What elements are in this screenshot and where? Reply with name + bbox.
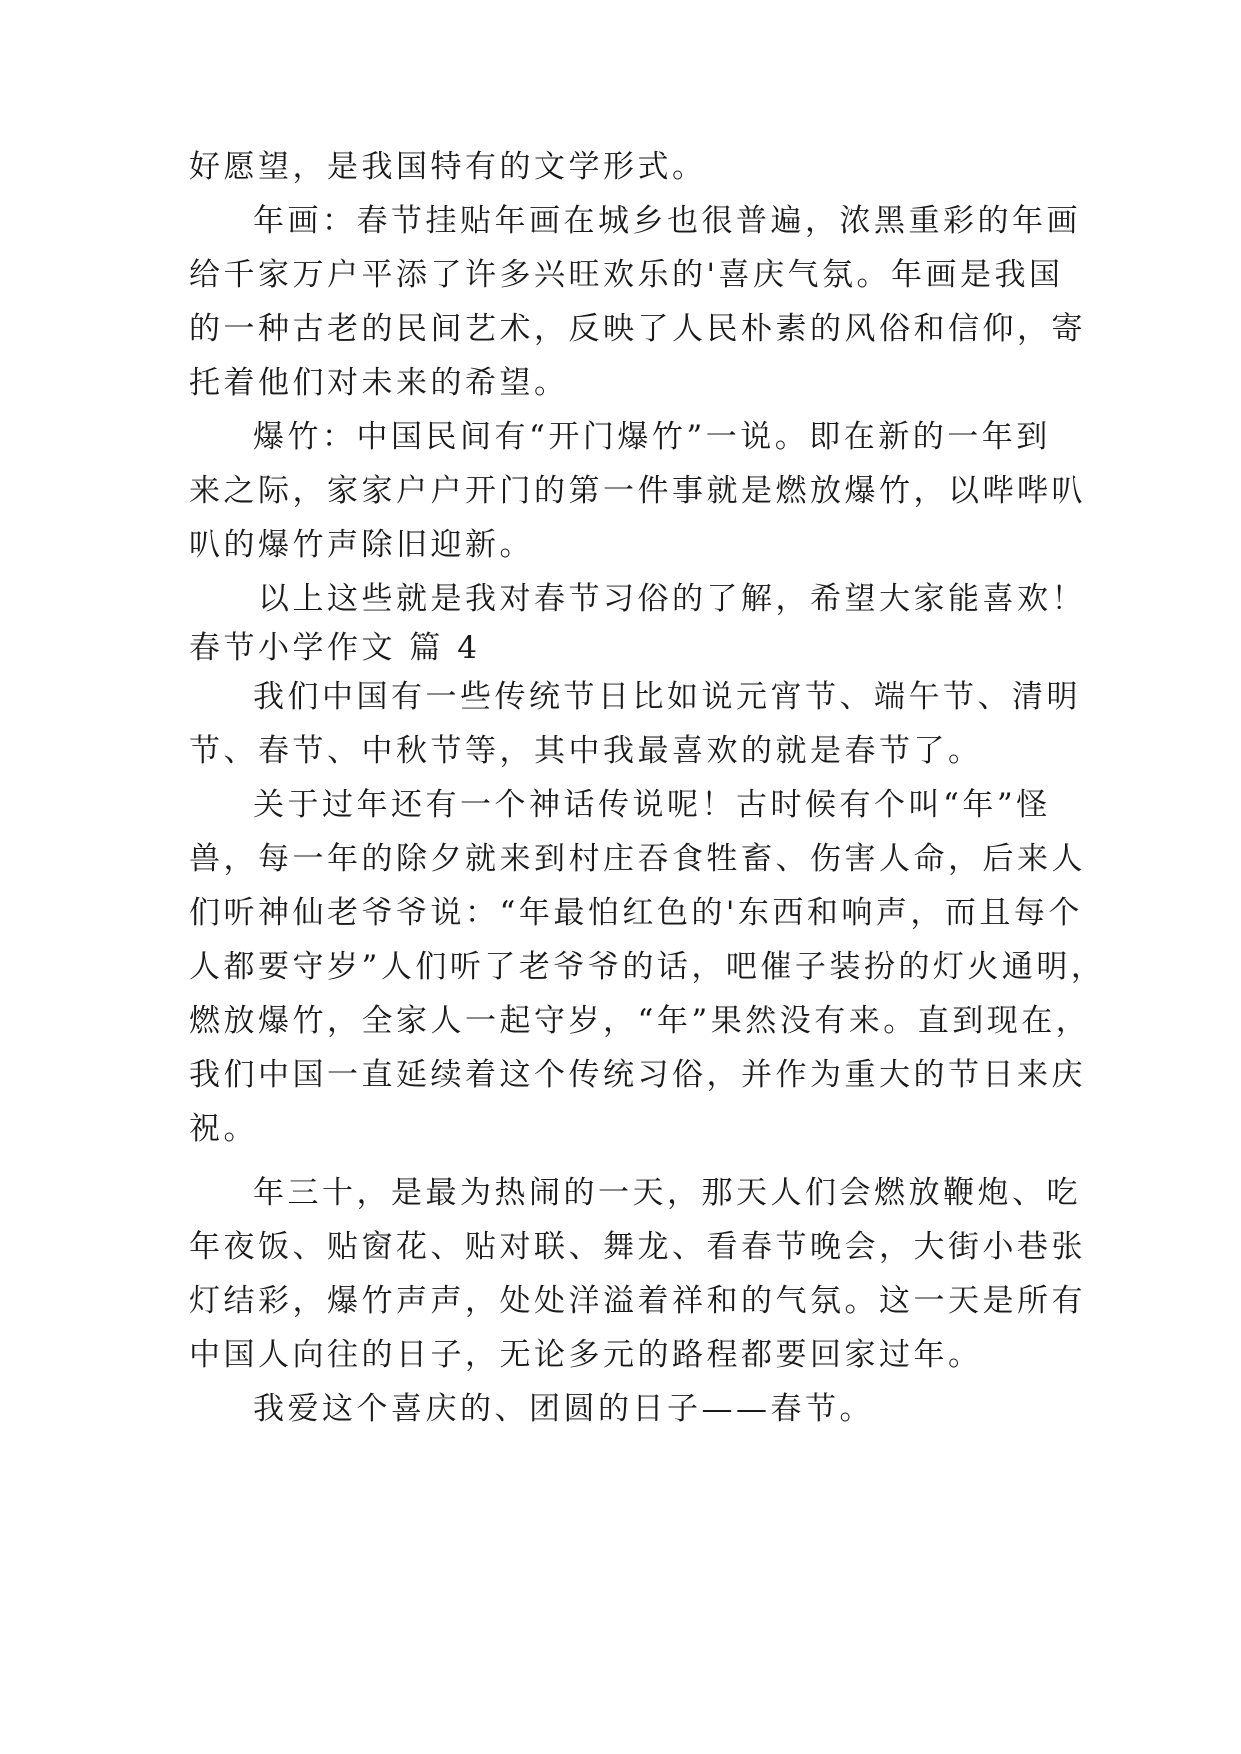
text-line: 兽，每一年的除夕就来到村庄吞食牲畜、伤害人命，后来人 bbox=[189, 841, 1086, 877]
paragraph-start-line: 我爱这个喜庆的、团圆的日子——春节。 bbox=[253, 1391, 874, 1427]
paragraph-start-line: 年三十，是最为热闹的一天，那天人们会燃放鞭炮、吃 bbox=[253, 1175, 1081, 1211]
paragraph-start-line: 爆竹：中国民间有“开门爆竹”一说。即在新的一年到 bbox=[253, 419, 1051, 455]
section-heading: 春节小学作文 篇 4 bbox=[189, 630, 481, 666]
text-line: 给千家万户平添了许多兴旺欢乐的'喜庆气氛。年画是我国 bbox=[189, 257, 1064, 293]
text-line: 的一种古老的民间艺术，反映了人民朴素的风俗和信仰，寄 bbox=[189, 311, 1086, 347]
paragraph-start-line: 我们中国有一些传统节日比如说元宵节、端午节、清明 bbox=[253, 679, 1081, 715]
text-line: 来之际，家家户户开门的第一件事就是燃放爆竹，以哔哔叭 bbox=[189, 473, 1086, 509]
text-line: 节、春节、中秋节等，其中我最喜欢的就是春节了。 bbox=[189, 733, 983, 769]
paragraph-start-line: 关于过年还有一个神话传说呢！古时候有个叫“年”怪 bbox=[253, 787, 1051, 823]
text-line: 我们中国一直延续着这个传统习俗，并作为重大的节日来庆 bbox=[189, 1057, 1086, 1093]
text-line: 叭的爆竹声除旧迎新。 bbox=[189, 527, 534, 563]
text-line: 年夜饭、贴窗花、贴对联、舞龙、看春节晚会，大街小巷张 bbox=[189, 1229, 1086, 1265]
text-line: 好愿望，是我国特有的文学形式。 bbox=[189, 149, 707, 185]
paragraph-start-line: 以上这些就是我对春节习俗的了解，希望大家能喜欢！ bbox=[258, 581, 1086, 617]
text-line: 中国人向往的日子，无论多元的路程都要回家过年。 bbox=[189, 1337, 983, 1373]
text-line: 托着他们对未来的希望。 bbox=[189, 365, 569, 401]
paragraph-start-line: 年画：春节挂贴年画在城乡也很普遍，浓黑重彩的年画 bbox=[253, 203, 1081, 239]
text-line: 燃放爆竹，全家人一起守岁，“年”果然没有来。直到现在， bbox=[189, 1003, 1091, 1039]
text-line: 灯结彩，爆竹声声，处处洋溢着祥和的气氛。这一天是所有 bbox=[189, 1283, 1086, 1319]
text-line: 人都要守岁”人们听了老爷爷的话，吧催子装扮的灯火通明， bbox=[189, 949, 1106, 985]
text-line: 祝。 bbox=[189, 1111, 258, 1147]
text-line: 们听神仙老爷爷说：“年最怕红色的'东西和响声，而且每个 bbox=[189, 895, 1083, 931]
